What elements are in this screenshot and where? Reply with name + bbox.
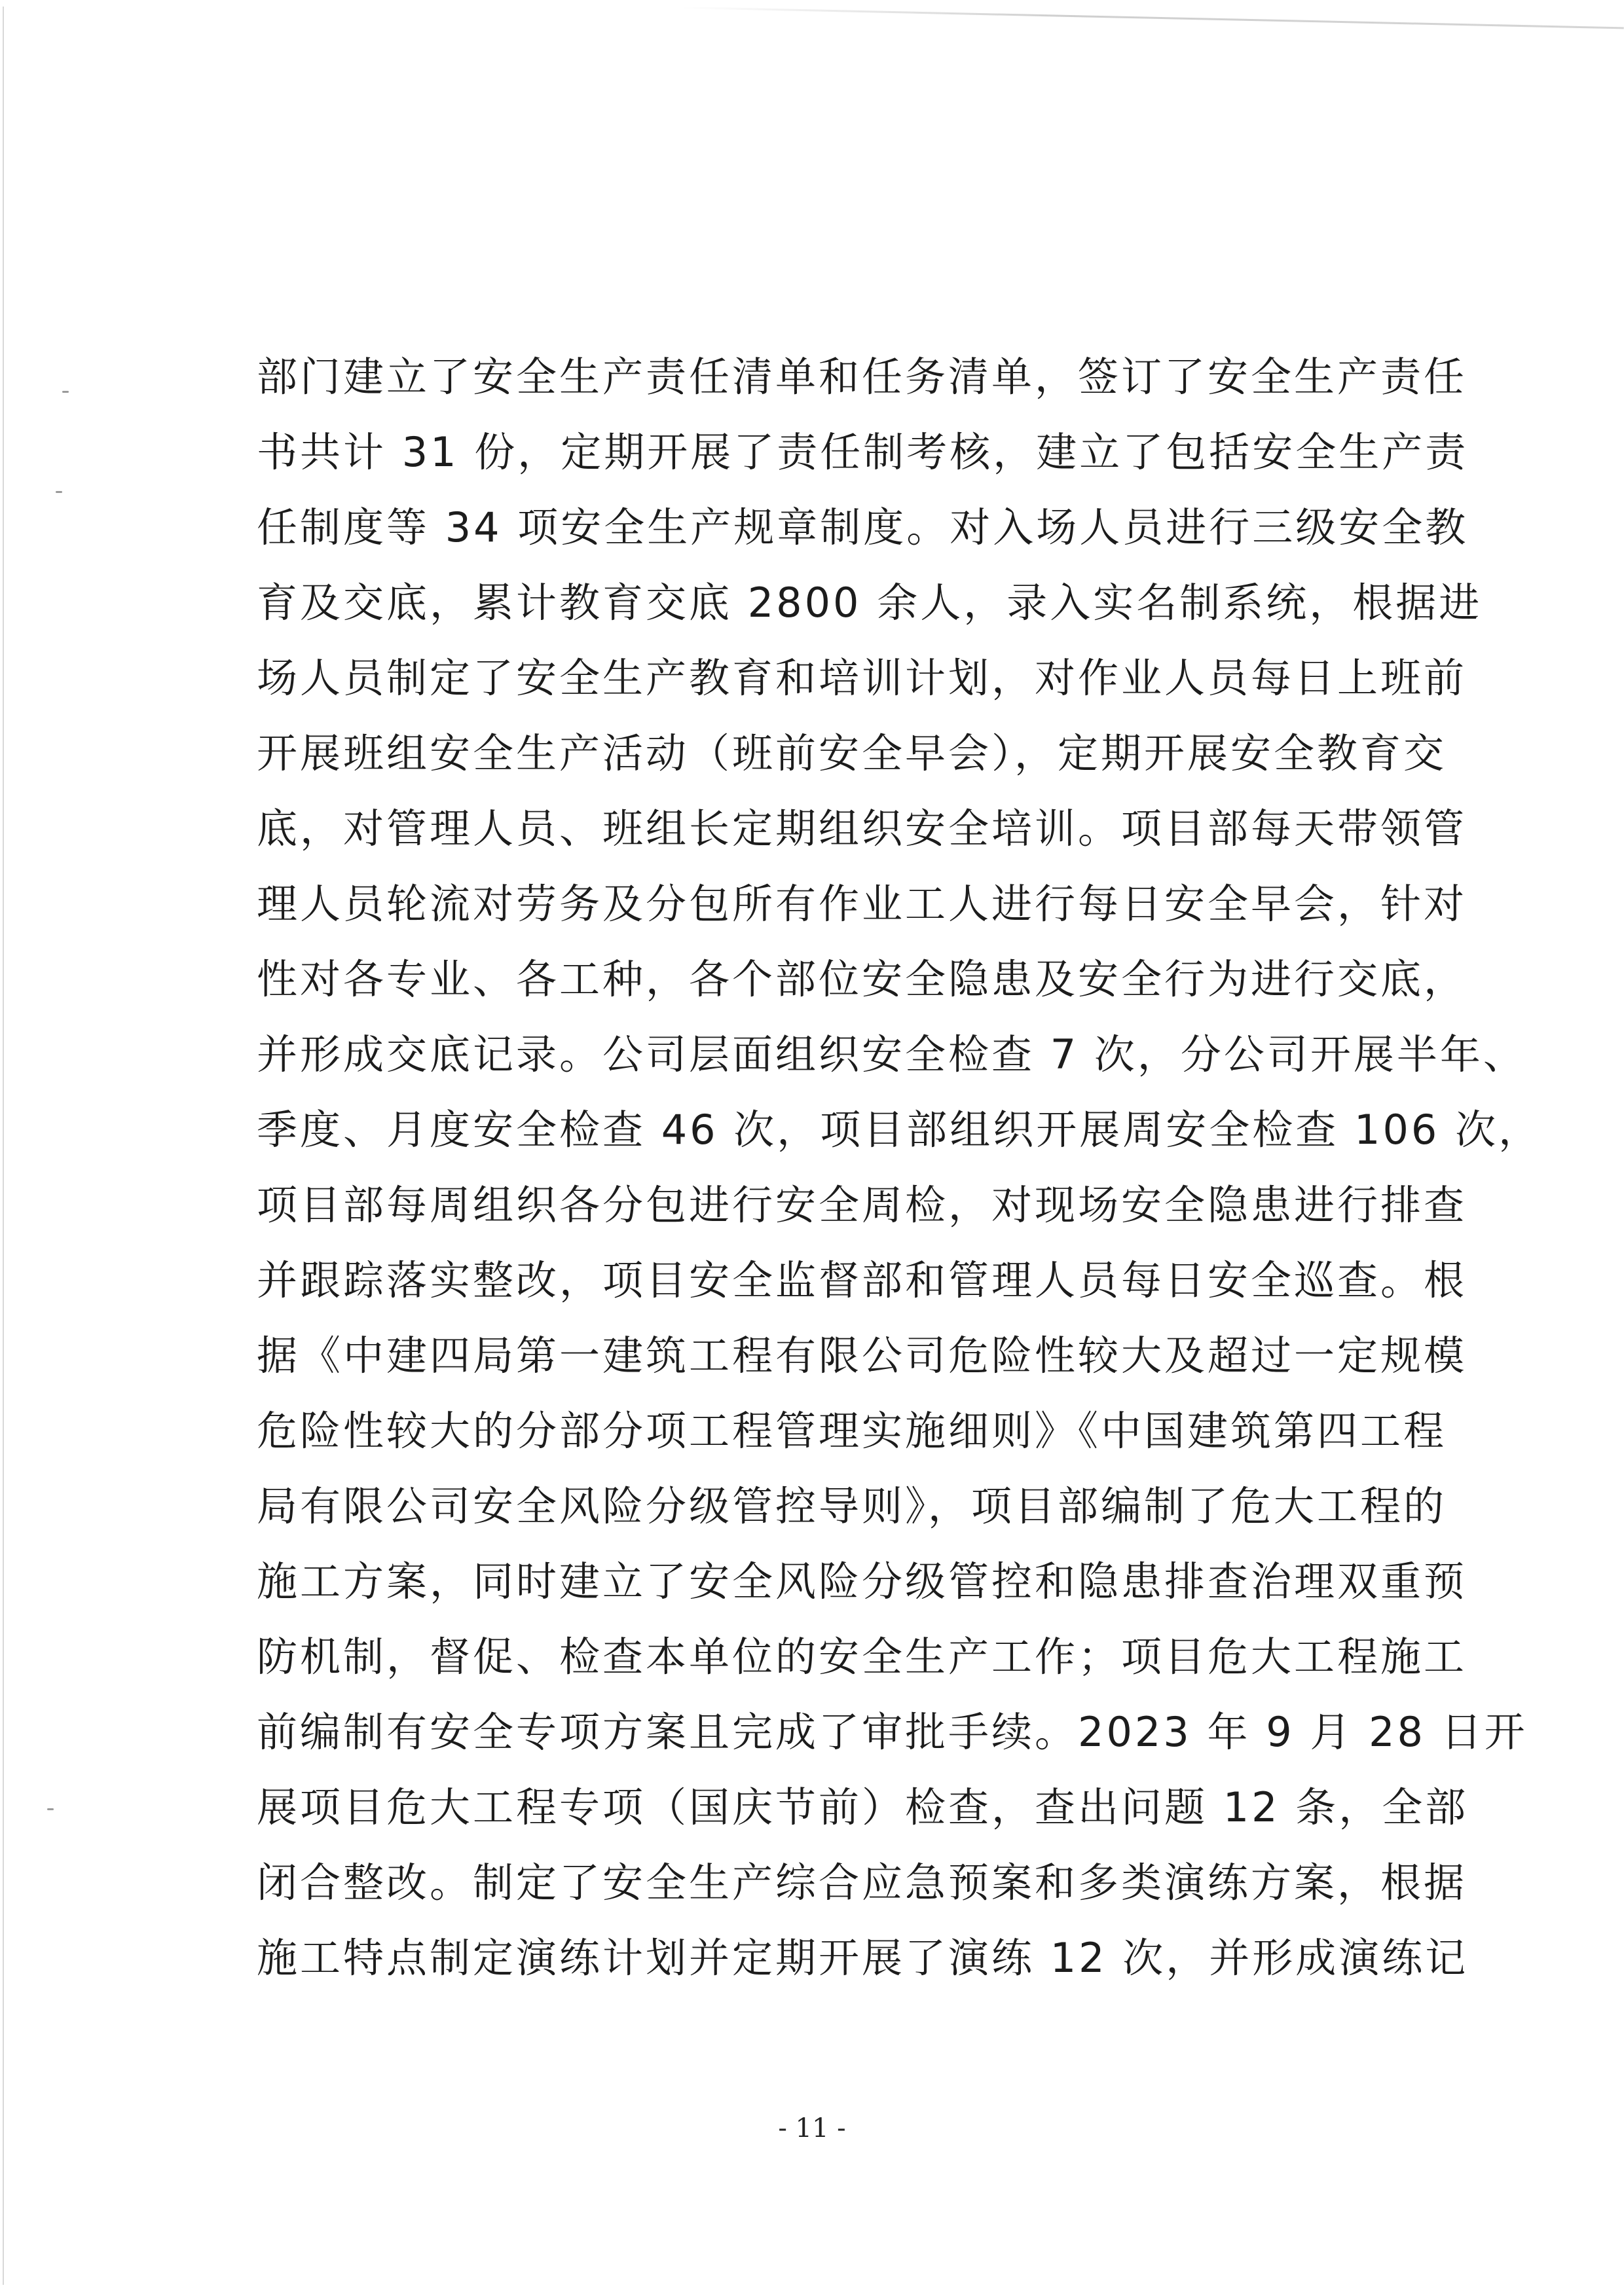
text-line: 书共计 31 份，定期开展了责任制考核，建立了包括安全生产责	[257, 428, 1469, 476]
scan-speck	[47, 1808, 54, 1810]
text-line: 开展班组安全生产活动（班前安全早会），定期开展安全教育交	[257, 729, 1447, 777]
text-line: 部门建立了安全生产责任清单和任务清单，签订了安全生产责任	[257, 353, 1467, 401]
text-line: 展项目危大工程专项（国庆节前）检查，查出问题 12 条，全部	[257, 1783, 1469, 1831]
body-paragraph	[257, 339, 1542, 1995]
scan-speck	[62, 391, 69, 393]
text-line: 闭合整改。制定了安全生产综合应急预案和多类演练方案，根据	[257, 1859, 1467, 1906]
scan-streak-artifact	[681, 7, 1624, 29]
text-line: 施工方案，同时建立了安全风险分级管控和隐患排查治理双重预	[257, 1558, 1467, 1605]
text-line: 性对各专业、各工种，各个部位安全隐患及安全行为进行交底，	[257, 955, 1467, 1003]
text-line: 场人员制定了安全生产教育和培训计划，对作业人员每日上班前	[257, 654, 1467, 702]
page-number: - 11 -	[778, 2113, 846, 2143]
text-line: 前编制有安全专项方案且完成了审批手续。2023 年 9 月 28 日开	[257, 1708, 1528, 1756]
text-line: 据《中建四局第一建筑工程有限公司危险性较大及超过一定规模	[257, 1332, 1467, 1379]
text-line: 并跟踪落实整改，项目安全监督部和管理人员每日安全巡查。根	[257, 1256, 1467, 1304]
text-line: 项目部每周组织各分包进行安全周检，对现场安全隐患进行排查	[257, 1181, 1467, 1229]
text-line: 施工特点制定演练计划并定期开展了演练 12 次，并形成演练记	[257, 1934, 1469, 1982]
text-line: 防机制，督促、检查本单位的安全生产工作；项目危大工程施工	[257, 1633, 1467, 1681]
scan-speck	[56, 491, 62, 493]
text-line: 季度、月度安全检查 46 次，项目部组织开展周安全检查 106 次，	[257, 1106, 1542, 1154]
text-line: 危险性较大的分部分项工程管理实施细则》《中国建筑第四工程	[257, 1407, 1447, 1455]
text-line: 底，对管理人员、班组长定期组织安全培训。项目部每天带领管	[257, 805, 1467, 852]
text-line: 局有限公司安全风险分级管控导则》，项目部编制了危大工程的	[257, 1482, 1447, 1530]
text-line: 并形成交底记录。公司层面组织安全检查 7 次，分公司开展半年、	[257, 1030, 1526, 1078]
text-line: 任制度等 34 项安全生产规章制度。对入场人员进行三级安全教	[257, 503, 1469, 551]
text-line: 育及交底，累计教育交底 2800 余人，录入实名制系统，根据进	[257, 579, 1483, 627]
scan-edge-line	[3, 7, 4, 2285]
text-line: 理人员轮流对劳务及分包所有作业工人进行每日安全早会，针对	[257, 880, 1467, 928]
